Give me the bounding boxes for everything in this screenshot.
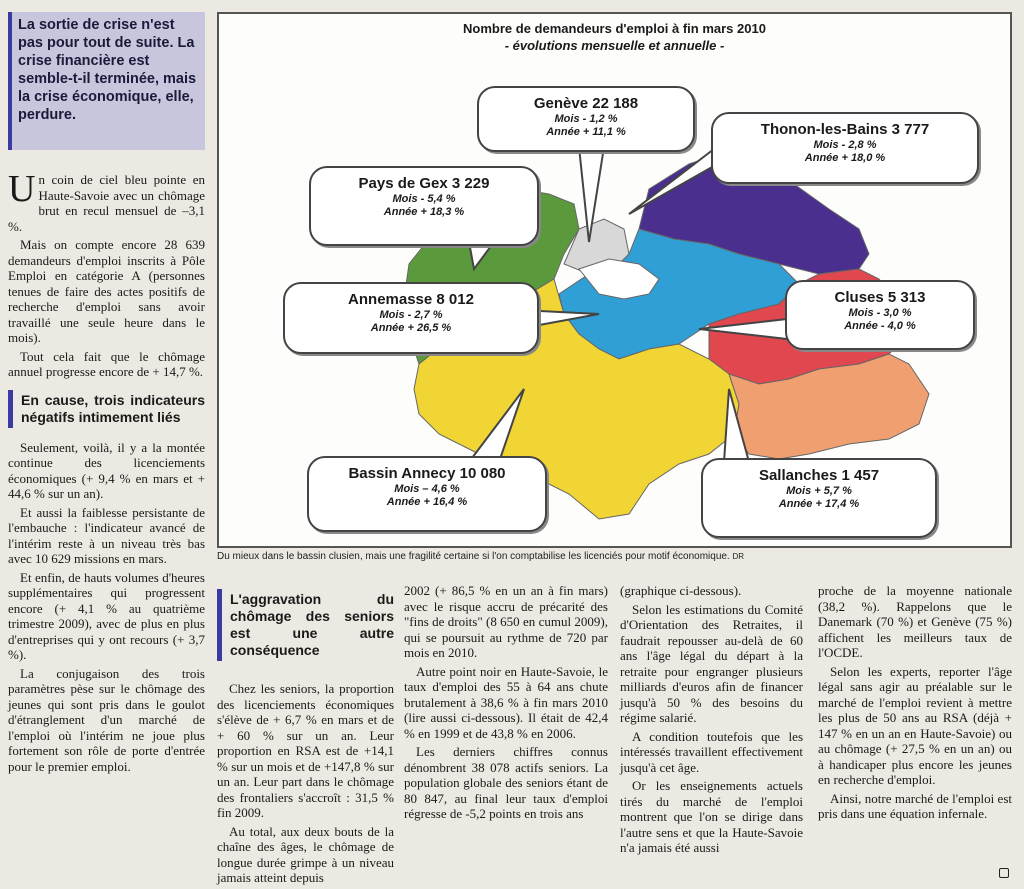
region-name: Sallanches — [758, 467, 838, 484]
bubble-sallanches: Sallanches 1 457 Mois + 5,7 % Année + 17,4 % — [701, 458, 937, 538]
bubble-annemasse: Annemasse 8 012 Mois - 2,7 % Année + 26,5 % — [283, 282, 539, 354]
paragraph: Autre point noir en Haute-Savoie, le taux d'emploi des 55 à 64 ans chute brutalement à 38,6 % à fin mars 2010 (lire aussi ci-dessous). Il était de 42,4 % en 1999 et de 43,8 % en 2006. — [404, 663, 608, 741]
stat-mois: + 5,7 % — [814, 485, 852, 497]
stat-annee: + 18,3 % — [420, 206, 465, 218]
bubble-pays-de-gex: Pays de Gex 3 229 Mois - 5,4 % Année + 18,3 % — [309, 166, 539, 246]
region-name: Pays de Gex — [358, 175, 448, 192]
map-figure — [217, 12, 1012, 548]
bubble-annecy: Bassin Annecy 10 080 Mois – 4,6 % Année + 16,4 % — [307, 456, 547, 532]
paragraph: Tout cela fait que le chômage annuel progresse encore de + 14,7 %. — [8, 348, 205, 379]
region-name: Bassin Annecy — [348, 465, 456, 482]
figure-title-line: Nombre de demandeurs d'emploi à fin mars 2010 — [463, 21, 766, 36]
figure-subtitle: - évolutions mensuelle et annuelle - — [504, 38, 725, 53]
paragraph: (graphique ci-dessous). — [620, 583, 742, 598]
stat-mois: - 2,7 % — [407, 309, 443, 321]
region-count: 8 012 — [436, 291, 474, 308]
stat-mois: - 5,4 % — [420, 193, 456, 205]
column-3 — [404, 583, 608, 825]
region-name: Cluses — [834, 289, 884, 306]
paragraph: Les derniers chiffres connus dénombrent 38 078 actifs seniors. La population globale des seniors étant de 80 847, au final leur taux d'emploi régresse de -5,2 points en trois ans — [404, 744, 608, 821]
paragraph: 2002 (+ 86,5 % en un an à fin mars) avec le risque accru de précarité des "fins de droits" (8 650 en cumul 2009), qui se poursuit au rythme de 720 par mois en 2010. — [404, 583, 608, 660]
bubble-geneve: Genève 22 188 Mois - 1,2 % Année + 11,1 % — [477, 86, 695, 152]
photo-credit: DR — [732, 552, 745, 561]
figure-title — [219, 20, 1010, 54]
stat-annee: + 18,0 % — [841, 152, 886, 164]
paragraph: La conjugaison des trois paramètres pèse sur le chômage des jeunes qui sont pris dans le goulot d'étranglement d'un marché de l'emploi où l'intérim ne joue plus fortement son rôle de porte d'entrée pour le premier emploi. — [8, 665, 205, 774]
region-count: 1 457 — [841, 467, 880, 484]
end-mark-icon — [999, 868, 1009, 878]
figure-caption — [217, 551, 1012, 562]
bubble-cluses: Cluses 5 313 Mois - 3,0 % Année - 4,0 % — [785, 280, 975, 350]
stat-mois: - 1,2 % — [582, 113, 618, 125]
stat-annee: + 16,4 % — [423, 496, 468, 508]
region-name: Thonon-les-Bains — [760, 121, 888, 138]
paragraph: Au total, aux deux bouts de la chaîne des âges, le chômage de longue durée grimpe à un niveau jamais atteint depuis — [217, 823, 394, 885]
region-count: 5 313 — [887, 289, 926, 306]
paragraph: Selon les estimations du Comité d'Orientation des Retraites, il faudrait repousser au-delà de 60 ans l'âge légal du départ à la retraite pour engranger plusieurs milliards d'euros afin de financer jusqu'à 50 % des besoins du régime salarié. — [620, 601, 803, 725]
paragraph: Et enfin, de hauts volumes d'heures supplémentaires qui progressent encore (+ 4,1 % au quatrième trimestre 2009), avec de plus en plus d'entreprises qui y ont recours (+ 3,7 %). — [8, 569, 205, 662]
stat-annee: - 4,0 % — [880, 320, 916, 332]
stat-mois: - 3,0 % — [876, 307, 912, 319]
paragraph: Selon les experts, reporter l'âge légal sans agir au préalable sur le marché de l'emploi revient à mettre les plus de 50 ans au RSA (déjà + 147 % en un an en Haute-Savoie) ou au chômage (+ 27,5 % en un an) ou à handicaper plus encore les jeunes en recherche d'emploi. — [818, 663, 1012, 787]
region-name: Genève — [533, 95, 589, 112]
paragraph: Un coin de ciel bleu pointe en Haute-Savoie avec un chômage brut en recul mensuel de –3,1 %. — [8, 168, 205, 234]
paragraph: Chez les seniors, la proportion des licenciements économiques s'élève de + 6,7 % en mars et de + 60 % sur un an. Leur proportion en RSA est de +14,1 % sur un mois et de +147,8 % sur un an. Leur part dans le chômage des frontaliers s'accroît : 31,5 % fin 2009. — [217, 681, 394, 820]
stat-annee: + 17,4 % — [815, 498, 860, 510]
region-count: 3 777 — [891, 121, 930, 138]
paragraph: Ainsi, notre marché de l'emploi est pris dans une équation infernale. — [818, 790, 1012, 821]
stat-annee: + 11,1 % — [582, 126, 626, 138]
stat-mois: - 2,8 % — [841, 139, 877, 151]
region-count: 3 229 — [451, 175, 490, 192]
drop-cap: U — [8, 168, 36, 210]
bubble-thonon: Thonon-les-Bains 3 777 Mois - 2,8 % Année + 18,0 % — [711, 112, 979, 184]
stat-mois: – 4,6 % — [422, 483, 460, 495]
paragraph: Mais on compte encore 28 639 demandeurs d'emploi inscrits à Pôle Emploi en catégorie A (personnes tenues de faire des actes positifs de recherche d'emploi sans avoir travaillé une seule heure dans le mois). — [8, 237, 205, 345]
stat-annee: + 26,5 % — [407, 322, 452, 334]
subheading: En cause, trois indicateurs négatifs intimement liés — [8, 390, 205, 428]
subheading: L'aggravation du chômage des seniors est une autre conséquence — [217, 589, 394, 661]
region-name: Annemasse — [348, 291, 433, 308]
article-lead: La sortie de crise n'est pas pour tout de suite. La crise financière est semble-t-il terminée, mais la crise économique, elle, perdure. — [8, 12, 205, 150]
caption-text: Du mieux dans le bassin clusien, mais une fragilité certaine si l'on comptabilise les licenciés pour motif économique. — [217, 551, 730, 562]
column-2 — [217, 585, 394, 889]
region-count: 22 188 — [592, 95, 639, 112]
column-4 — [620, 583, 803, 859]
column-1 — [8, 168, 205, 777]
column-5 — [818, 583, 1012, 825]
paragraph: Et aussi la faiblesse persistante de l'embauche : l'indicateur avancé de l'intérim reste à un niveau très bas avec 10 629 missions en mars. — [8, 504, 205, 566]
region-count: 10 080 — [459, 465, 506, 482]
paragraph: proche de la moyenne nationale (38,2 %). Rappelons que le Danemark (70 %) et Genève (75 %) affichent les meilleurs taux de l'OCDE. — [818, 583, 1012, 660]
paragraph: Seulement, voilà, il y a la montée continue des licenciements économiques (+ 9,4 % en mars et + 44,6 % sur un an). — [8, 439, 205, 501]
paragraph: A condition toutefois que les intéressés travaillent effectivement jusqu'à cet âge. — [620, 728, 803, 775]
paragraph: Or les enseignements actuels tirés du marché de l'emploi montrent que l'on se dirige dans l'autre sens et que la Haute-Savoie n'a jamais été aussi — [620, 778, 803, 855]
